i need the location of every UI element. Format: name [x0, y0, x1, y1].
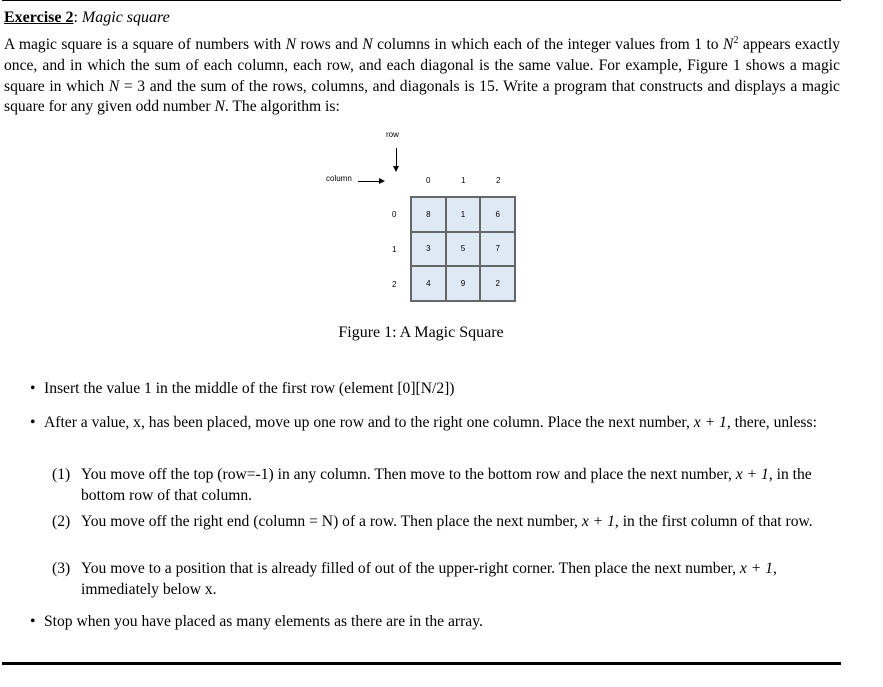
sub-item: [52, 512, 840, 533]
bullet-text: , there, unless:: [726, 414, 817, 431]
math-expression: x + 1: [735, 466, 769, 483]
bullet-item: • Stop when you have placed as many elements as there are in the array.: [44, 612, 840, 633]
row-arrow-head: [393, 166, 399, 172]
grid-cell: 4: [411, 266, 446, 301]
column-arrow: [358, 181, 380, 182]
row-index: 1: [392, 245, 397, 254]
sub-item-text: [81, 559, 840, 600]
row-index: 2: [392, 280, 397, 289]
bullet-item: • Insert the value 1 in the middle of the first row (element [0][N/2]): [44, 379, 840, 400]
sub-item-text: [81, 465, 840, 506]
grid-cell: 8: [411, 197, 446, 232]
intro-text: appears exactly once, and in which the sum of each column, each row, and each diagonal is the same value. For example, Figure 1 shows a magic square in which: [4, 36, 840, 95]
math-n: N: [108, 77, 120, 95]
exercise-subtitle: Magic square: [81, 9, 170, 26]
column-axis-label: column: [326, 174, 352, 183]
magic-square-grid: [410, 196, 516, 302]
row-index: 0: [392, 210, 397, 219]
figure-caption: Figure 1: A Magic Square: [338, 324, 504, 341]
intro-text: . The algorithm is:: [224, 98, 340, 116]
sub-item-text-part: You move off the right end (column = N) of a row. Then place the next number,: [81, 513, 582, 530]
bottom-rule: [2, 662, 841, 665]
grid-cell: 9: [446, 266, 481, 301]
math-n: N: [362, 36, 373, 54]
sub-item-text-part: , in the bottom row of that column.: [81, 466, 812, 504]
sub-item: [52, 465, 840, 506]
row-axis-label: row: [386, 130, 399, 139]
math-n: N: [723, 36, 734, 54]
intro-text: = 3 and the sum of the rows, columns, and diagonals is 15. Write a program that constructs and displays a magic square for any given odd number: [4, 77, 840, 116]
math-expression: x + 1: [581, 513, 615, 530]
sub-item-text-part: You move to a position that is already filled of out of the upper-right corner. Then place the next number,: [81, 560, 740, 577]
grid-cell: 3: [411, 232, 446, 267]
grid-cell: 7: [480, 232, 515, 267]
math-expression: x + 1: [739, 560, 773, 577]
sub-item-text-part: , in the first column of that row.: [614, 513, 813, 530]
sub-item-number: (3): [52, 560, 71, 577]
intro-text: rows and: [296, 36, 363, 54]
col-index: 0: [426, 176, 431, 185]
exercise-label: Exercise 2: [4, 9, 74, 26]
top-rule: [2, 0, 841, 1]
sub-item-number: (2): [52, 513, 71, 530]
intro-text: A magic square is a square of numbers with: [4, 36, 286, 54]
sub-item-text-part: , immediately below x.: [81, 560, 777, 598]
sub-item-number: (1): [52, 466, 71, 483]
bullet-text: After a value, x, has been placed, move up one row and to the right one column. Place the next number,: [44, 414, 694, 431]
grid-cell: 6: [480, 197, 515, 232]
col-index: 1: [461, 176, 466, 185]
sub-item-text: [81, 512, 840, 533]
math-expression: x + 1: [693, 414, 727, 431]
grid-cell: 2: [480, 266, 515, 301]
exercise-heading: Exercise 2: Magic square: [4, 9, 170, 26]
sub-item-text-part: You move off the top (row=-1) in any column. Then move to the bottom row and place the next number,: [81, 466, 736, 483]
intro-paragraph: [4, 31, 840, 118]
bullet-item: [44, 413, 840, 434]
grid-cell: 1: [446, 197, 481, 232]
column-arrow-head: [379, 178, 385, 184]
row-arrow: [396, 148, 397, 168]
sub-item: [52, 559, 840, 600]
superscript: 2: [733, 35, 739, 46]
math-n: N: [214, 98, 225, 116]
grid-cell: 5: [446, 232, 481, 267]
col-index: 2: [496, 176, 501, 185]
math-n: N: [285, 36, 297, 54]
intro-text: columns in which each of the integer values from 1 to: [372, 36, 724, 54]
